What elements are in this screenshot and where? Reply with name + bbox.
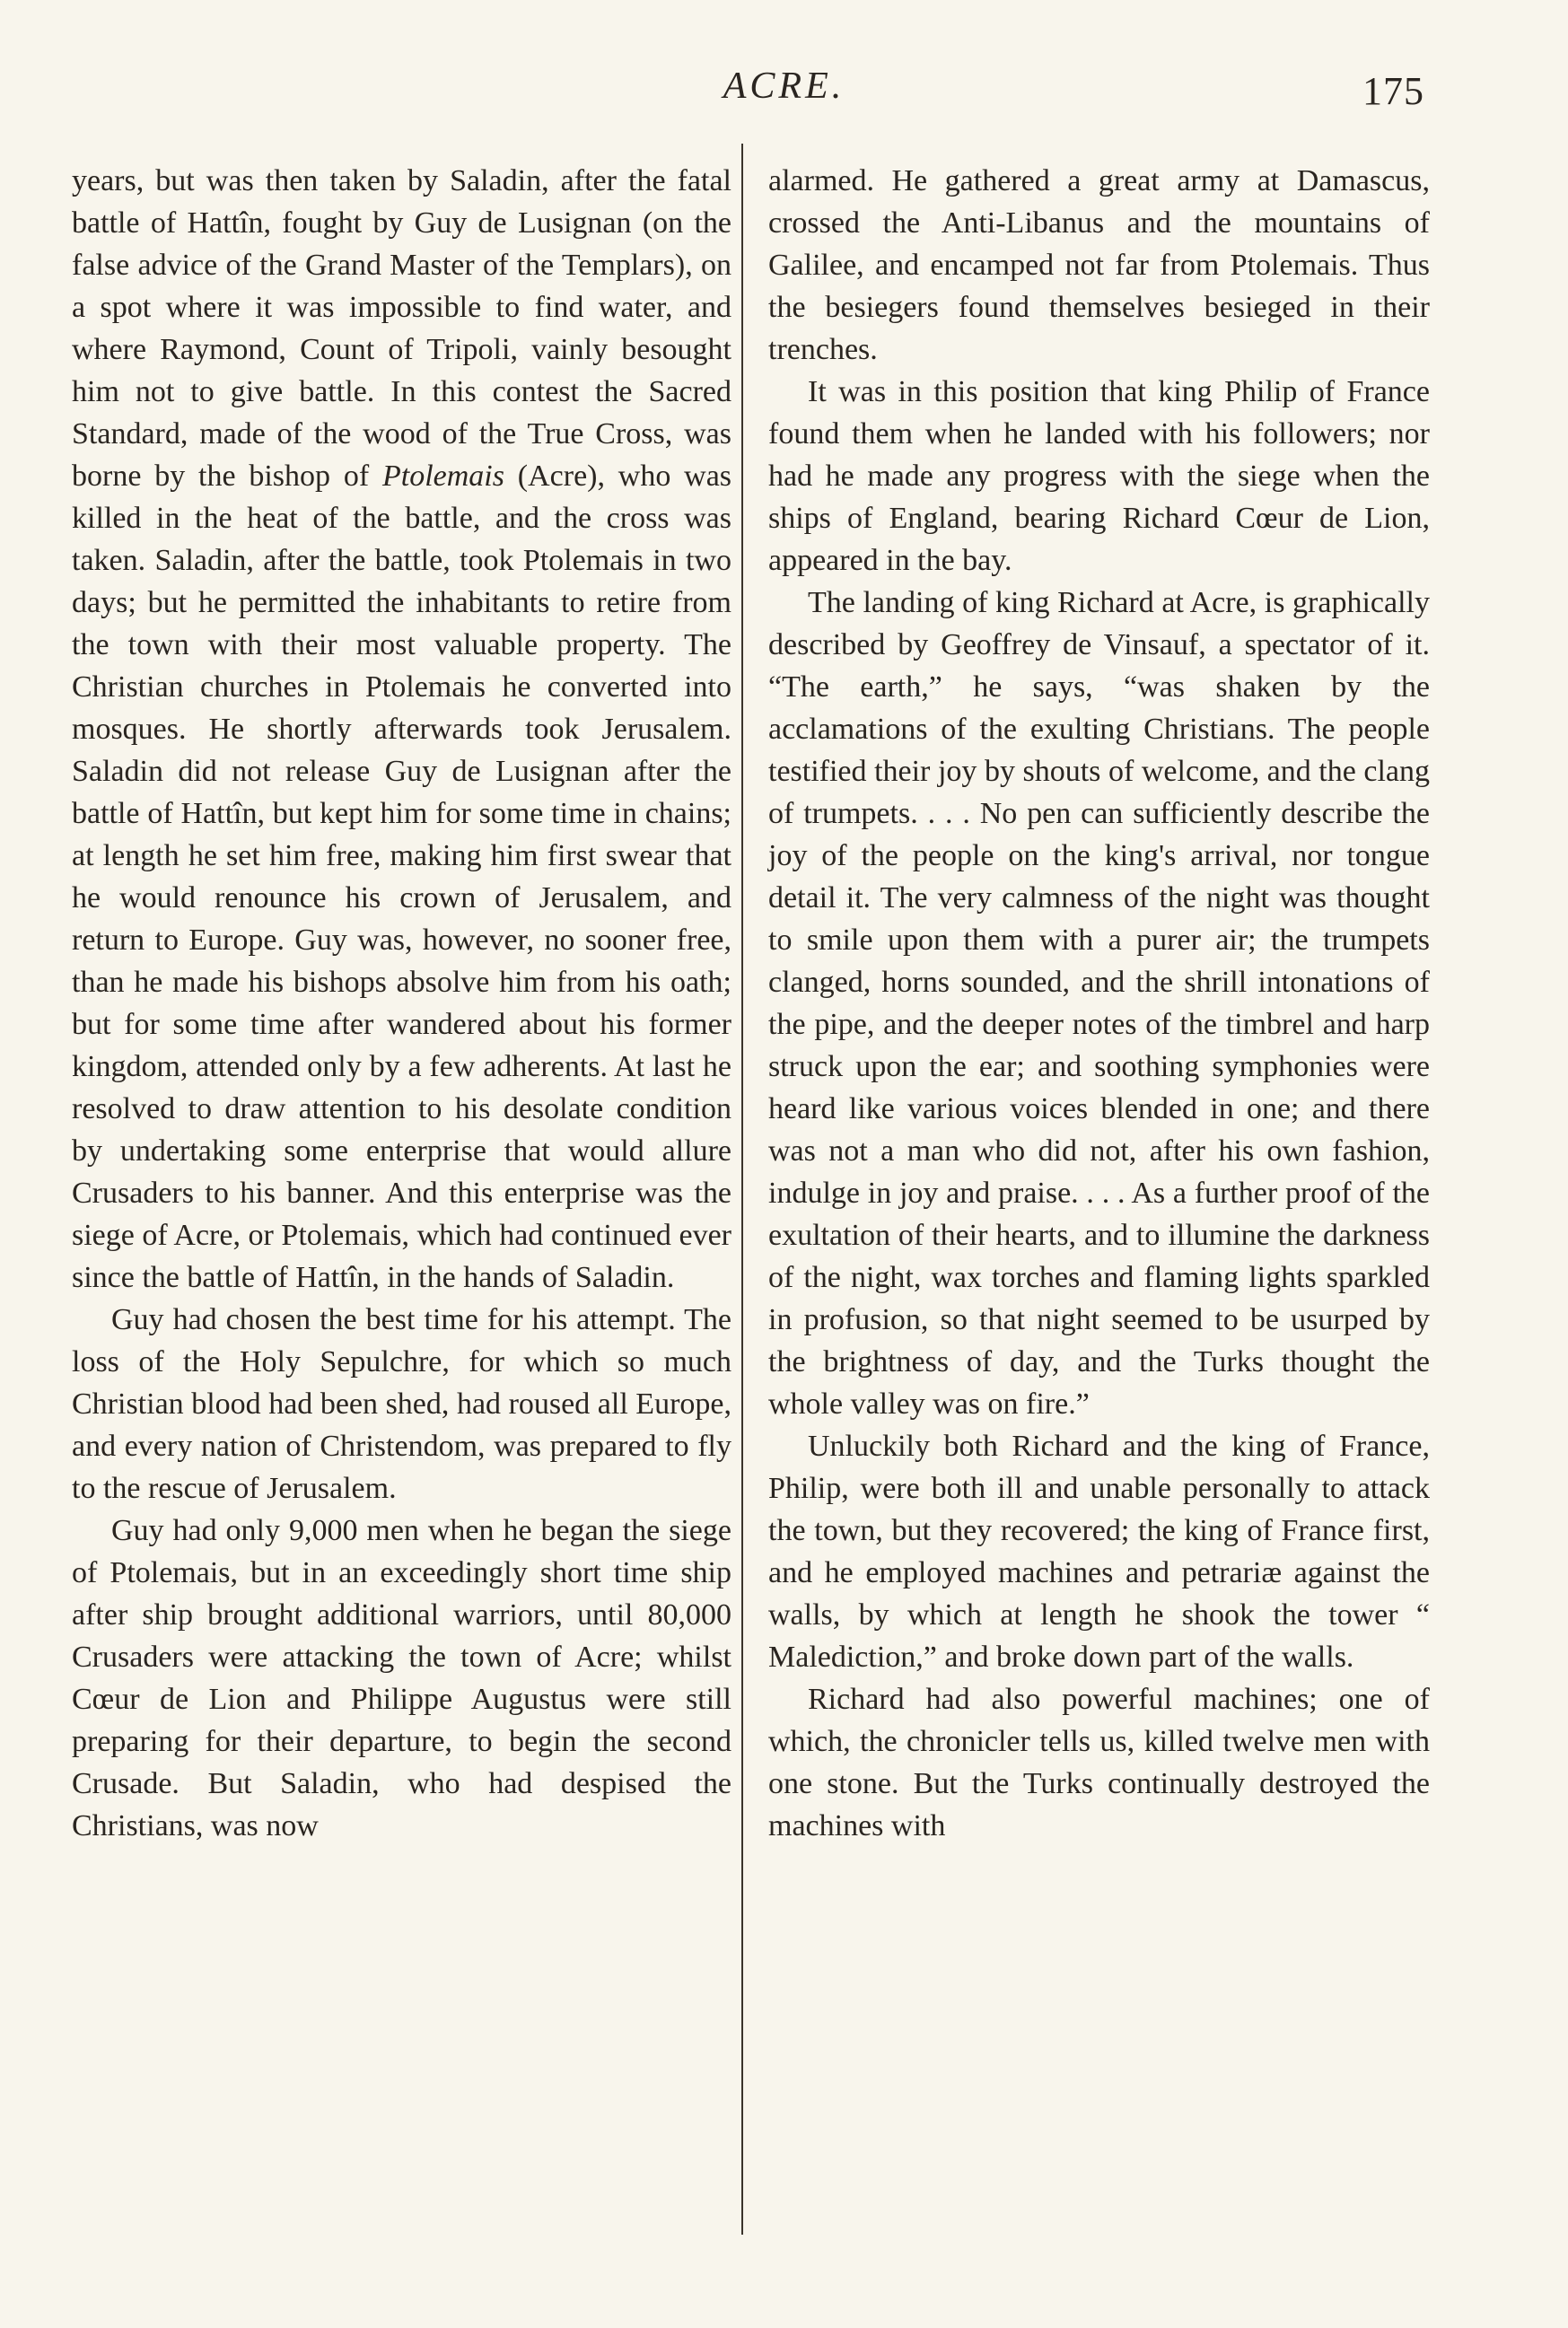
paragraph-text: (Acre), who was killed in the heat of the battle, and the cross was taken. Saladin, after the battle, took Ptolemais in two days; but he permitted the inhabitants to retire from the town with their most valuable property. The Christian churches in Ptolemais he converted into mosques. He shortly afterwards took Jerusalem. Saladin did not release Guy de Lusignan after the battle of Hattîn, but kept him for some time in chains; at length he set him free, making him first swear that he would renounce his crown of Jerusalem, and return to Europe. Guy was, however, no sooner free, than he made his bishops absolve him from his oath; but for some time after wandered about his former kingdom, attended only by a few adherents. At last he resolved to draw attention to his desolate condition by undertaking some enterprise that would allure Crusaders to his banner. And this enterprise was the siege of Acre, or Ptolemais, which had continued ever since the battle of Hattîn, in the hands of Saladin. — [72, 459, 732, 1294]
column-divider — [741, 144, 743, 2235]
paragraph: It was in this position that king Philip of France found them when he landed with his followers; nor had he made any progress with the siege when the ships of England, bearing Richard Cœur de Lion, appeared in the bay. — [768, 375, 1430, 577]
right-column — [768, 160, 1430, 1847]
paragraph: Unluckily both Richard and the king of France, Philip, were both ill and unable personally to attack the town, but they recovered; the king of France first, and he employed machines and petrariæ against the walls, by which at length he shook the tower “ Malediction,” and broke down part of the walls. — [768, 1430, 1430, 1674]
page-header — [0, 65, 1568, 118]
paragraph: Richard had also powerful machines; one of which, the chronicler tells us, killed twelve men with one stone. But the Turks continually destroyed the machines with — [768, 1683, 1430, 1842]
paragraph: The landing of king Richard at Acre, is graphically described by Geoffrey de Vinsauf, a spectator of it. “The earth,” he says, “was shaken by the acclamations of the exulting Christians. The people testified their joy by shouts of welcome, and the clang of trumpets. . . . No pen can sufficiently describe the joy of the people on the king's arrival, nor tongue detail it. The very calmness of the night was thought to smile upon them with a purer air; the trumpets clanged, horns sounded, and the shrill intonations of the pipe, and the deeper notes of the timbrel and harp struck upon the ear; and soothing symphonies were heard like various voices blended in one; and there was not a man who did not, after his own fashion, indulge in joy and praise. . . . As a further proof of the exultation of their hearts, and to illumine the darkness of the night, wax torches and flaming lights sparkled in profusion, so that night seemed to be usurped by the brightness of day, and the Turks thought the whole valley was on fire.” — [768, 586, 1430, 1421]
left-column — [72, 160, 731, 1847]
paragraph — [72, 160, 731, 1299]
running-title: ACRE. — [723, 66, 845, 107]
paragraph-text: years, but was then taken by Saladin, after the fatal battle of Hattîn, fought by Guy de Lusignan (on the false advice of the Grand Master of the Templars), on a spot where it was impossible to find water, and where Raymond, Count of Tripoli, vainly besought him not to give battle. In this contest the Sacred Standard, made of the wood of the True Cross, was borne by the bishop of — [72, 164, 731, 493]
paragraph: alarmed. He gathered a great army at Damascus, crossed the Anti-Libanus and the mountains of Galilee, and encamped not far from Ptolemais. Thus the besiegers found themselves besieged in their trenches. — [768, 164, 1430, 366]
paragraph: Guy had only 9,000 men when he began the siege of Ptolemais, but in an exceedingly short time ship after ship brought additional warriors, until 80,000 Crusaders were attacking the town of Acre; whilst Cœur de Lion and Philippe Augustus were still preparing for their departure, to begin the second Crusade. But Saladin, who had despised the Christians, was now — [72, 1514, 731, 1842]
paragraph: Guy had chosen the best time for his attempt. The loss of the Holy Sepulchre, for which so much Christian blood had been shed, had roused all Europe, and every nation of Christendom, was prepared to fly to the rescue of Jerusalem. — [72, 1303, 731, 1505]
italic-place-name: Ptolemais — [381, 459, 504, 493]
page-number: 175 — [1362, 69, 1424, 113]
